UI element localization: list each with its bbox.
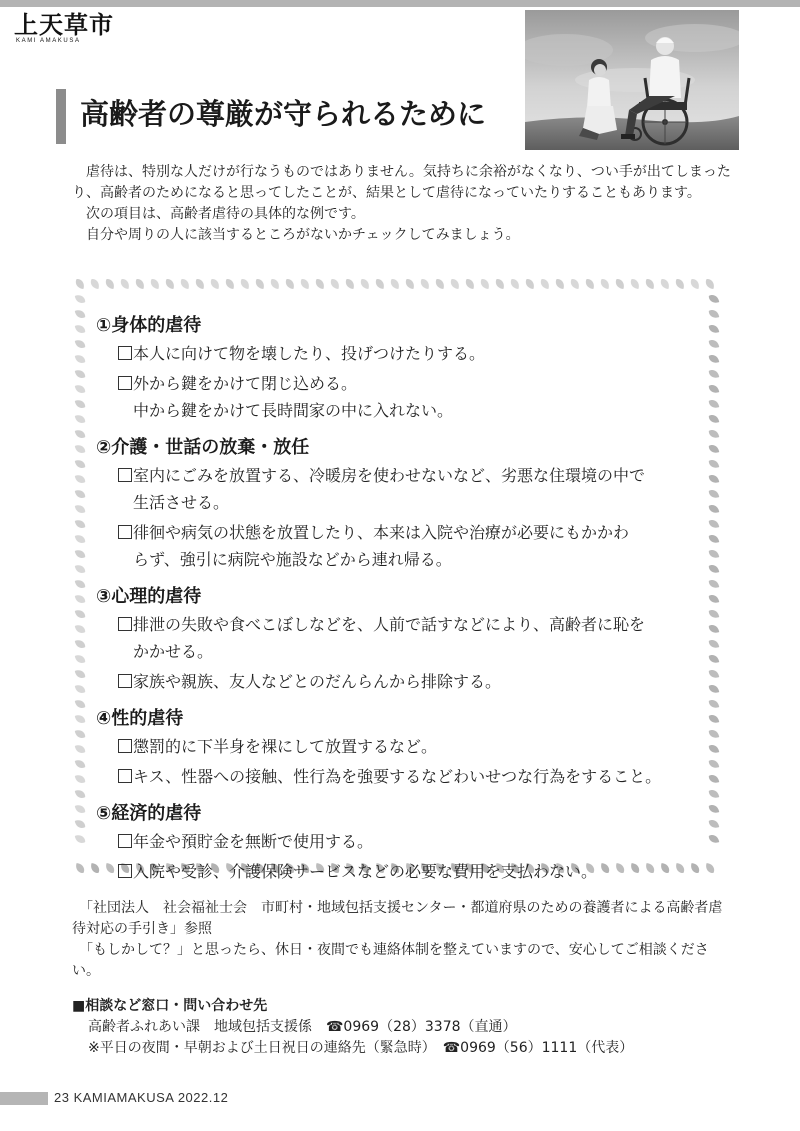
photo-caregiver-and-wheelchair [525, 10, 739, 150]
checklist-item[interactable] [96, 858, 706, 885]
logo-roman: KAMI AMAKUSA [16, 38, 81, 44]
checklist-section [96, 312, 706, 424]
checklist-section [96, 800, 706, 885]
title-accent-bar [56, 89, 66, 144]
checklist-section [96, 583, 706, 695]
item-text: 年金や預貯金を無断で使用する。 [133, 832, 374, 851]
consultation-note: 「もしかして？」と思ったら、休日・夜間でも連絡体制を整えていますので、安心してご相談ください。 [72, 942, 709, 979]
intro-paragraph: 次の項目は、高齢者虐待の具体的な例です。 [86, 206, 365, 222]
item-text: 排泄の失敗や食べこぼしなどを、人前で話すなどにより、高齢者に恥を [133, 615, 646, 634]
item-text: 中から鍵をかけて長時間家の中に入れない。 [133, 401, 454, 420]
checklist-item[interactable] [96, 370, 706, 424]
item-text: かかせる。 [133, 642, 214, 661]
section-title: ⑤経済的虐待 [96, 803, 202, 824]
checkbox[interactable] [118, 376, 132, 390]
source-reference: 「社団法人 社会福祉士会 市町村・地域包括支援センター・都道府県のための養護者による高齢者虐待対応の手引き」参照 [72, 900, 723, 937]
logo-kanji: 上天草市 [14, 10, 114, 39]
contact-row: ※平日の夜間・早朝および土日祝日の連絡先（緊急時） ☎0969（56）1111（代表） [88, 1040, 634, 1056]
source-note [72, 898, 732, 982]
item-text: 室内にごみを放置する、冷暖房を使わせないなど、劣悪な住環境の中で [133, 466, 646, 485]
item-text: キス、性器への接触、性行為を強要するなどわいせつな行為をすること。 [133, 767, 662, 786]
footer-page-info: 23 KAMIAMAKUSA 2022.12 [54, 1090, 229, 1105]
checklist-item[interactable] [96, 733, 706, 760]
section-title: ③心理的虐待 [96, 586, 202, 607]
footer-bar [0, 1092, 48, 1105]
checkbox[interactable] [118, 674, 132, 688]
contact-row: 高齢者ふれあい課 地域包括支援係 ☎0969（28）3378（直通） [88, 1019, 517, 1035]
intro-paragraph: 自分や周りの人に該当するところがないかチェックしてみましょう。 [86, 227, 520, 243]
checklist-item[interactable] [96, 462, 706, 516]
checklist-item[interactable] [96, 611, 706, 665]
checklist-item[interactable] [96, 668, 706, 695]
contact-info [72, 996, 732, 1059]
checkbox[interactable] [118, 769, 132, 783]
checkbox[interactable] [118, 525, 132, 539]
checkbox[interactable] [118, 346, 132, 360]
checklist-item[interactable] [96, 519, 706, 573]
checkbox[interactable] [118, 864, 132, 878]
item-text: 外から鍵をかけて閉じ込める。 [133, 374, 358, 393]
item-text: 入院や受診、介護保険サービスなどの必要な費用を支払わない。 [133, 862, 598, 881]
checklist-section [96, 705, 706, 790]
item-text: 徘徊や病気の状態を放置したり、本来は入院や治療が必要にもかかわ [133, 523, 630, 542]
item-text: らず、強引に病院や施設などから連れ帰る。 [133, 550, 452, 569]
checklist-section [96, 434, 706, 573]
section-title: ④性的虐待 [96, 708, 184, 729]
intro-paragraph: 虐待は、特別な人だけが行なうものではありません。気持ちに余裕がなくなり、つい手が出てしまったり、高齢者のためになると思ってしたことが、結果として虐待になっていたりすることもあります。 [72, 164, 731, 201]
checklist-item[interactable] [96, 763, 706, 790]
contact-heading: ■相談など窓口・問い合わせ先 [72, 998, 268, 1014]
section-title: ②介護・世話の放棄・放任 [96, 437, 310, 458]
checkbox[interactable] [118, 468, 132, 482]
city-logo [14, 12, 124, 46]
checkbox[interactable] [118, 617, 132, 631]
checkbox[interactable] [118, 739, 132, 753]
item-text: 懲罰的に下半身を裸にして放置するなど。 [133, 737, 438, 756]
item-text: 生活させる。 [133, 493, 230, 512]
abuse-checklist [96, 312, 706, 895]
checklist-item[interactable] [96, 828, 706, 855]
checklist-item[interactable] [96, 340, 706, 367]
section-title: ①身体的虐待 [96, 315, 202, 336]
item-text: 本人に向けて物を壊したり、投げつけたりする。 [133, 344, 486, 363]
top-bar [0, 0, 800, 7]
intro-text [72, 162, 732, 246]
checkbox[interactable] [118, 834, 132, 848]
item-text: 家族や親族、友人などとのだんらんから排除する。 [133, 672, 502, 691]
page-title: 高齢者の尊厳が守られるために [80, 97, 487, 131]
